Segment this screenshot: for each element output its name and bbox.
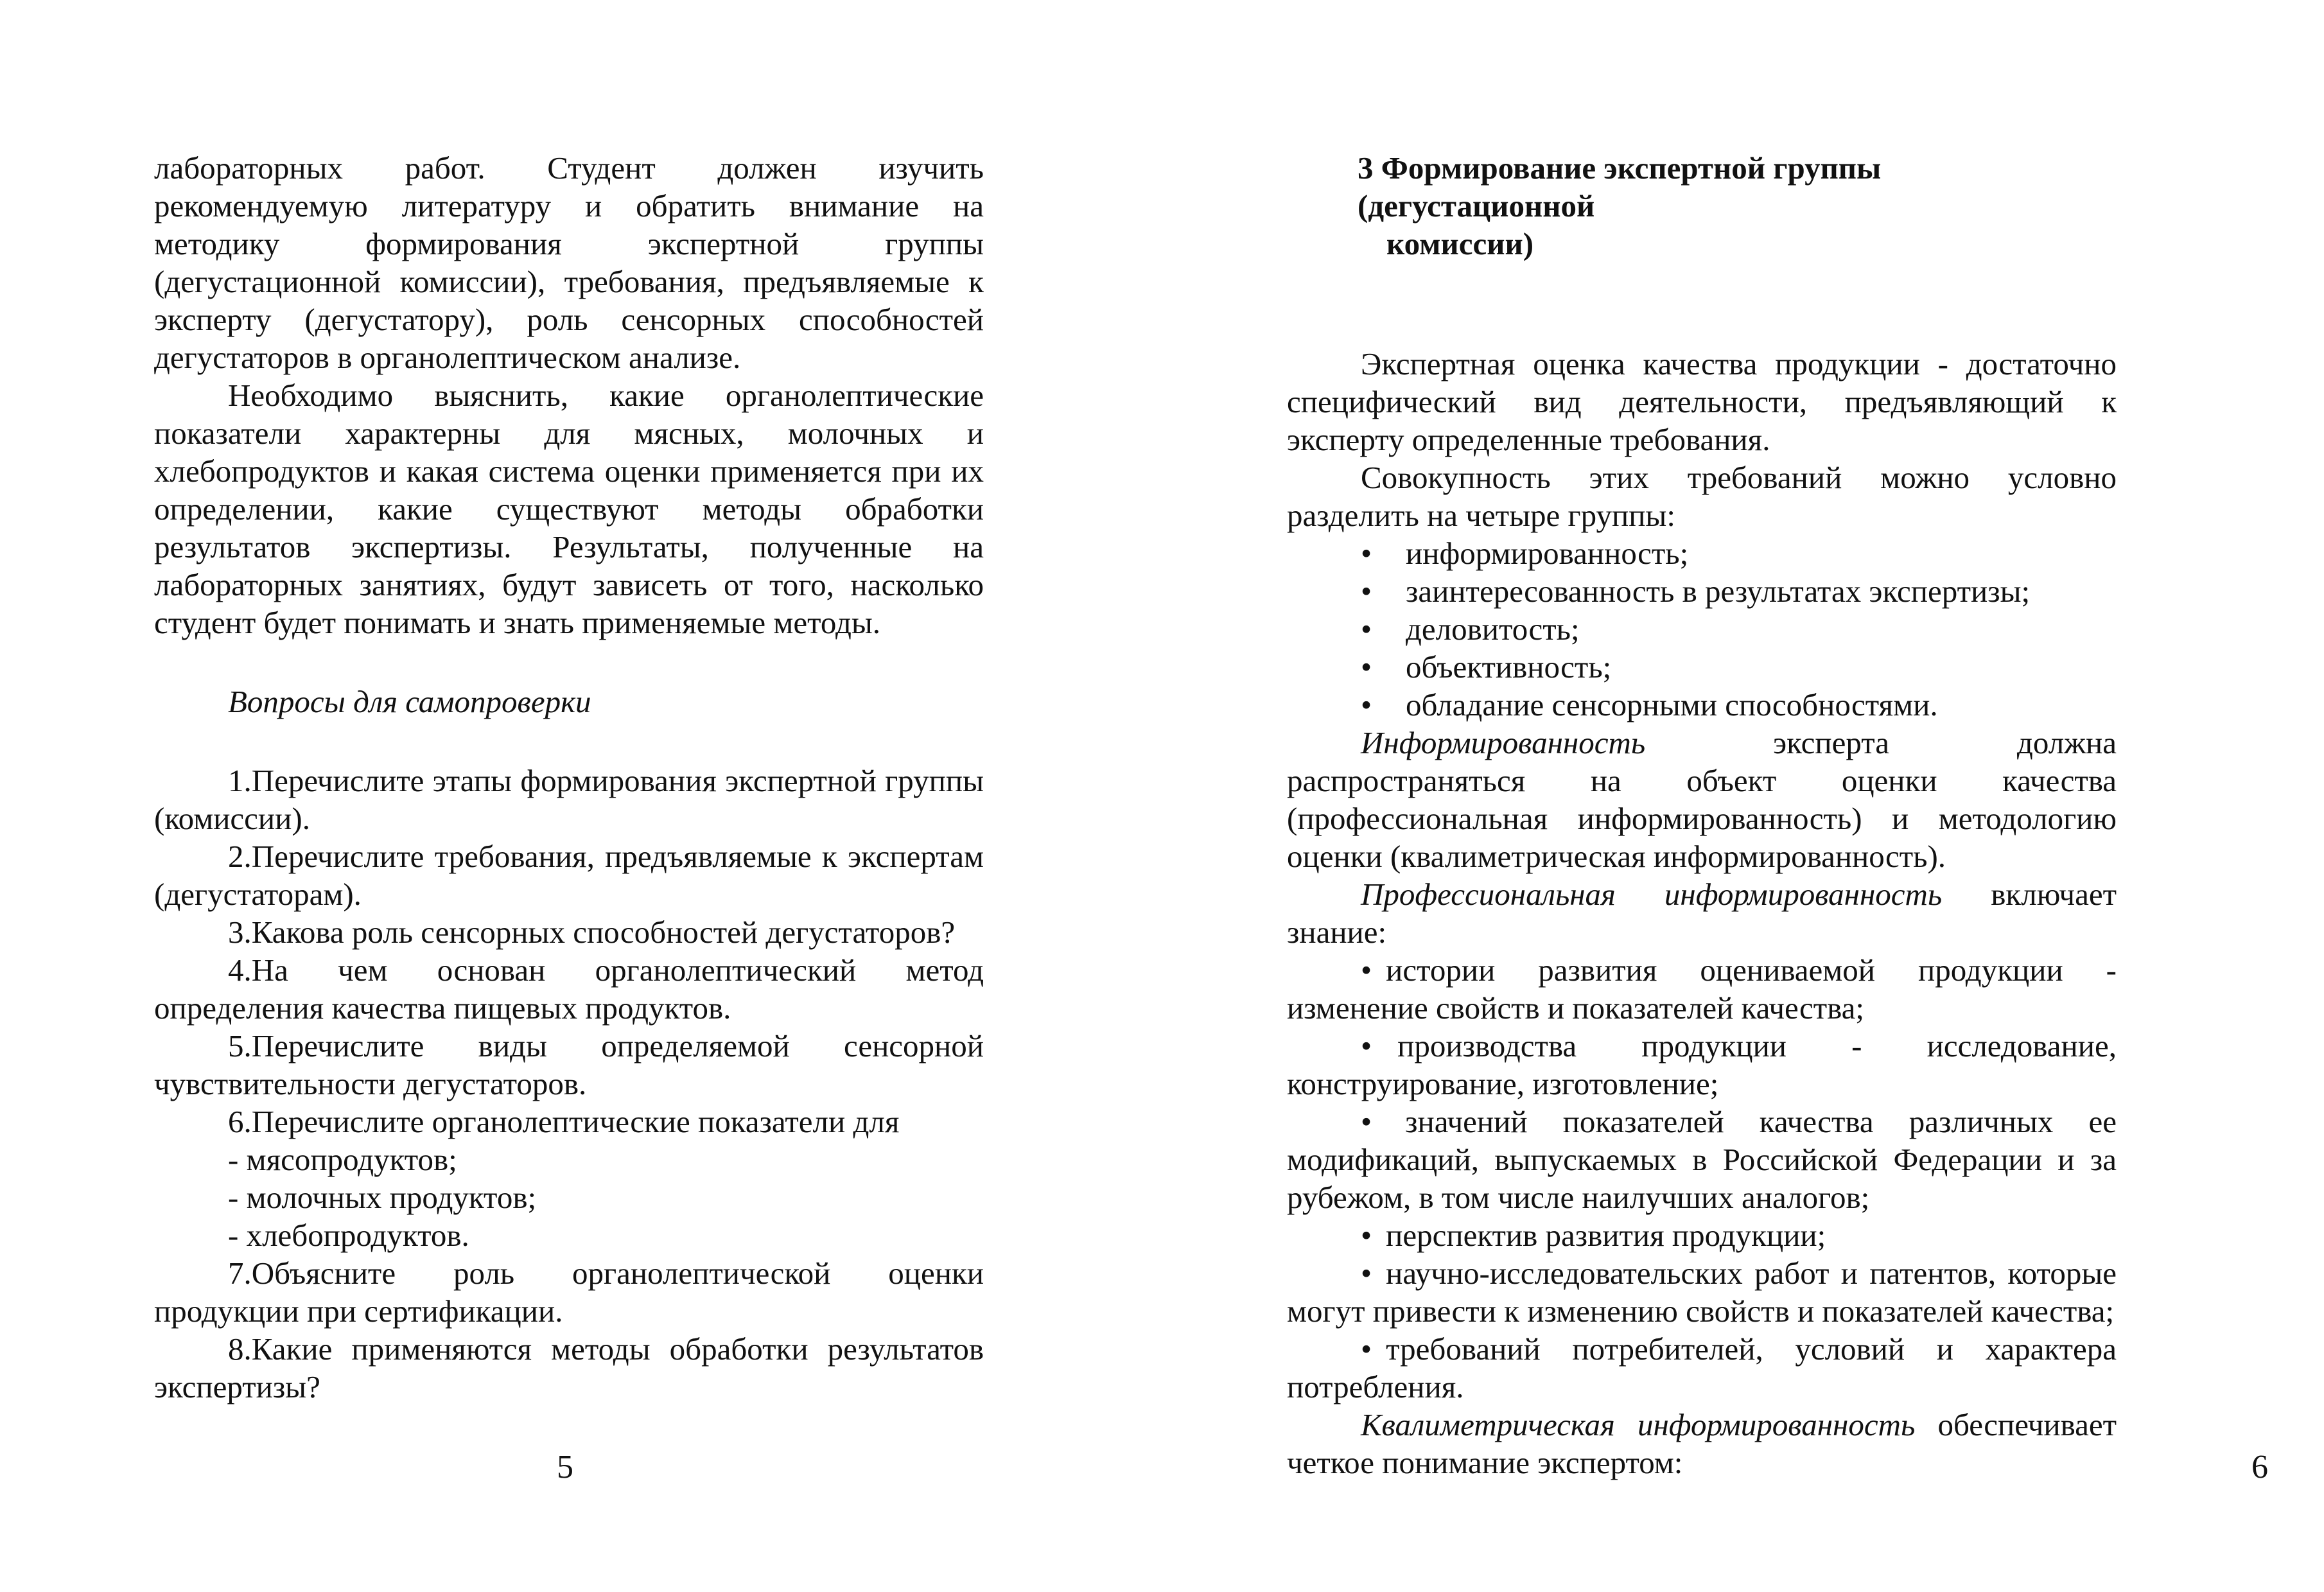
bullet-icon: •	[1361, 573, 1372, 609]
intro-paragraph-2: Необходимо выяснить, какие органолептические показатели характерны для мясных, молочных и хлебопродуктов и какая система оценки применяется при их определении, какие существуют методы обработки результатов экспертизы. Результаты, полученные на лабораторных занятиях, будут зависеть от того, насколько студент будет понимать и знать применяемые методы.	[154, 378, 984, 640]
list-item: • обладание сенсорными способностями.	[1361, 687, 1938, 722]
bullet-icon: •	[1361, 536, 1372, 571]
bullet-icon: •	[1361, 611, 1372, 647]
requirement-groups-list	[1287, 534, 2117, 724]
list-item: • объективность;	[1361, 649, 1612, 685]
question-item: 1.Перечислите этапы формирования экспертной группы (комиссии).	[154, 763, 984, 836]
list-item: • перспектив развития продукции;	[1361, 1218, 1826, 1253]
question-item: 8.Какие применяются методы обработки результатов экспертизы?	[154, 1331, 984, 1404]
left-page	[0, 0, 1126, 1592]
sub-item: - молочных продуктов;	[228, 1180, 537, 1215]
knowledge-list	[1287, 951, 2117, 1406]
right-text-column	[1287, 149, 2117, 1482]
question-item: 4.На чем основан органолептический метод определения качества пищевых продуктов.	[154, 952, 984, 1026]
list-item: • деловитость;	[1361, 611, 1580, 647]
page-number: 6	[2251, 1449, 2268, 1485]
questions-title: Вопросы для самопроверки	[228, 684, 591, 719]
informedness-term: Информированность	[1361, 725, 1646, 760]
qualimetric-informedness-term: Квалиметрическая информированность	[1361, 1407, 1916, 1442]
bullet-icon: •	[1361, 1028, 1372, 1063]
page-number: 5	[557, 1449, 573, 1485]
list-item: • значений показателей качества различных ее модификаций, выпускаемых в Российской Федерации и за рубежом, в том числе наилучших аналогов;	[1287, 1104, 2117, 1215]
intro-paragraph-1: Экспертная оценка качества продукции - достаточно специфический вид деятельности, предъявляющий к эксперту определенные требования.	[1287, 346, 2117, 457]
bullet-icon: •	[1361, 1255, 1372, 1291]
question-item: 2.Перечислите требования, предъявляемые к экспертам (дегустаторам).	[154, 839, 984, 912]
right-page	[1126, 0, 2268, 1592]
list-item: • заинтересованность в результатах экспертизы;	[1361, 573, 2031, 609]
professional-informedness-paragraph: Профессиональная информированность включает знание:	[1287, 877, 2117, 950]
list-item: • научно-исследовательских работ и патентов, которые могут привести к изменению свойств и показателей качества;	[1287, 1255, 2117, 1329]
list-item: • требований потребителей, условий и характера потребления.	[1287, 1331, 2117, 1404]
sub-item: - мясопродуктов;	[228, 1142, 457, 1177]
bullet-icon: •	[1361, 952, 1372, 988]
question-item: 5.Перечислите виды определяемой сенсорной чувствительности дегустаторов.	[154, 1028, 984, 1101]
bullet-icon: •	[1361, 649, 1372, 685]
intro-paragraph-1: лабораторных работ. Студент должен изучить рекомендуемую литературу и обратить внимание на методику формирования экспертной группы (дегустационной комиссии), требования, предъявляемые к эксперту (дегустатору), роль сенсорных способностей дегустаторов в органолептическом анализе.	[154, 150, 984, 375]
sub-item: - хлебопродуктов.	[228, 1218, 469, 1253]
bullet-icon: •	[1361, 687, 1372, 722]
bullet-icon: •	[1361, 1104, 1372, 1139]
question-item: 6.Перечислите органолептические показатели для	[228, 1104, 900, 1139]
list-item: • производства продукции - исследование, конструирование, изготовление;	[1287, 1028, 2117, 1101]
left-text-column	[154, 149, 984, 1406]
bullet-icon: •	[1361, 1331, 1372, 1367]
question-item: 7.Объясните роль органолептической оценки продукции при сертификации.	[154, 1255, 984, 1329]
question-item: 3.Какова роль сенсорных способностей дегустаторов?	[228, 914, 956, 950]
list-item: • информированность;	[1361, 536, 1689, 571]
intro-paragraph-2: Совокупность этих требований можно условно разделить на четыре группы:	[1287, 460, 2117, 533]
section-heading: 3 Формирование экспертной группы (дегустационной	[1358, 150, 1882, 223]
list-item: • истории развития оцениваемой продукции - изменение свойств и показателей качества;	[1287, 952, 2117, 1026]
professional-informedness-term: Профессиональная информированность	[1361, 877, 1943, 912]
qualimetric-informedness-paragraph: Квалиметрическая информированность обеспечивает четкое понимание экспертом:	[1287, 1407, 2117, 1480]
informedness-paragraph: Информированность эксперта должна распространяться на объект оценки качества (профессиональная информированность) и методологию оценки (квалиметрическая информированность).	[1287, 725, 2117, 874]
section-heading-continued: комиссии)	[1386, 226, 1534, 261]
bullet-icon: •	[1361, 1218, 1372, 1253]
questions-list	[154, 762, 984, 1406]
